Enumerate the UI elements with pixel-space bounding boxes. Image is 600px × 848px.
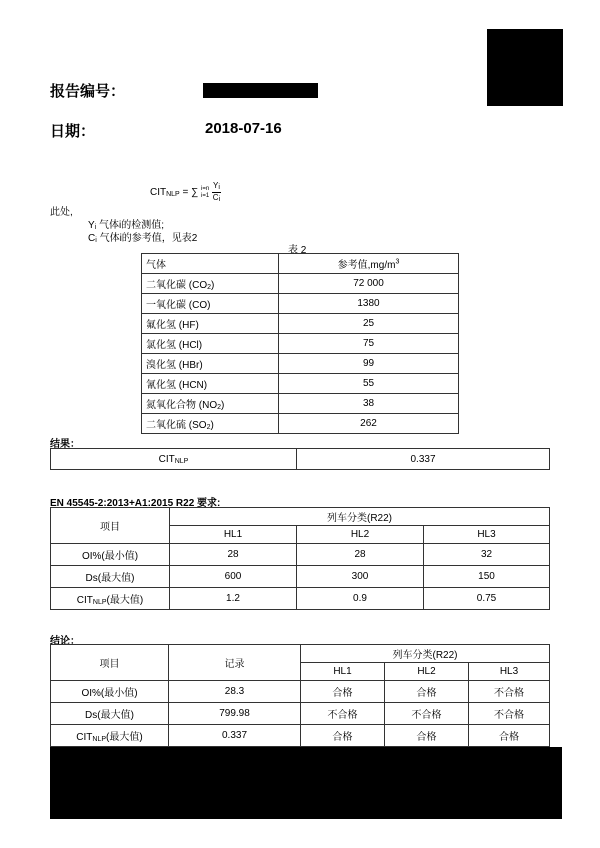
table-row: $CIT_{NLP}$(最大值) 1.2 0.9 0.75 [51, 588, 550, 610]
col-hl3: HL3 [424, 526, 550, 544]
table-row: 溴化氢 (HBr) 99 [142, 354, 459, 374]
formula-lhs: CIT [150, 187, 167, 199]
col-record-header: 记录 [169, 645, 301, 681]
table-row: 氮氧化合物 $(NO_2)$ 38 [142, 394, 459, 414]
table-row: Ds(最大值) 600 300 150 [51, 566, 550, 588]
cit-formula: $CIT_{NLP}$ = ∑ i=n i=1 $Y_i$ $C_i$ [150, 181, 221, 203]
sum-upper: i=n [201, 185, 210, 192]
table-row [51, 449, 550, 470]
table-row: OI%(最小值) 28.3 合格 合格 不合格 [51, 681, 550, 703]
table-header-row [142, 254, 459, 274]
redacted-logo-block [487, 29, 563, 106]
col-hl1: HL1 [170, 526, 297, 544]
table-row: 氟化氢 (HF) 25 [142, 314, 459, 334]
reference-values-table [141, 253, 459, 434]
col-ref-header: 参考值$,mg/m^3$ [279, 254, 459, 274]
col-gas-header: 气体 [142, 254, 279, 274]
table-row: 二氧化碳 $(CO_2)$ 72 000 [142, 274, 459, 294]
formula-denominator: C [212, 193, 219, 202]
date-label: 日期： [50, 123, 96, 140]
requirement-title: EN 45545-2:2013+A1:2015 R22 要求: [50, 498, 221, 509]
col-item-header: 项目 [51, 508, 170, 544]
table-row: OI%(最小值) 28 28 32 [51, 544, 550, 566]
col-hl1: HL1 [301, 663, 385, 681]
col-group-header: 列车分类(R22) [170, 508, 550, 526]
table-row: Ds(最大值) 799.98 不合格 不合格 不合格 [51, 703, 550, 725]
redacted-report-number [203, 83, 318, 98]
where-line-c: $C_i$ 气体i的参考值，见表2 [88, 233, 198, 244]
col-hl2: HL2 [297, 526, 424, 544]
result-title: 结果： [50, 439, 80, 450]
formula-sum: = ∑ [182, 187, 199, 199]
table-row: $CIT_{NLP}$(最大值) 0.337 合格 合格 合格 [51, 725, 550, 747]
table-row: 二氧化硫 $(SO_2)$ 262 [142, 414, 459, 434]
result-table [50, 448, 550, 470]
report-number-label: 报告编号： [50, 83, 126, 100]
formula-lhs-sub: NLP [166, 191, 180, 199]
requirement-table [50, 507, 550, 610]
date-value: 2018-07-16 [205, 120, 282, 137]
sum-lower: i=1 [201, 192, 210, 199]
table2-caption: 表 2 [288, 245, 307, 256]
table-row: 氯化氢 (HCl) 75 [142, 334, 459, 354]
table-row: 一氧化碳 (CO) 1380 [142, 294, 459, 314]
redacted-footer-block [50, 747, 562, 819]
conclusion-title: 结论： [50, 636, 80, 647]
formula-numerator: Y [213, 181, 219, 190]
result-label: $CIT_{NLP}$ [51, 449, 297, 470]
table-row: 氰化氢 (HCN) 55 [142, 374, 459, 394]
col-group-header: 列车分类(R22) [301, 645, 550, 663]
where-label: 此处, [50, 207, 73, 218]
conclusion-table [50, 644, 550, 747]
result-value: 0.337 [297, 449, 550, 470]
where-line-y: $Y_i$ 气体i的检测值; [88, 220, 165, 231]
col-hl3: HL3 [469, 663, 550, 681]
col-hl2: HL2 [385, 663, 469, 681]
col-item-header: 项目 [51, 645, 169, 681]
